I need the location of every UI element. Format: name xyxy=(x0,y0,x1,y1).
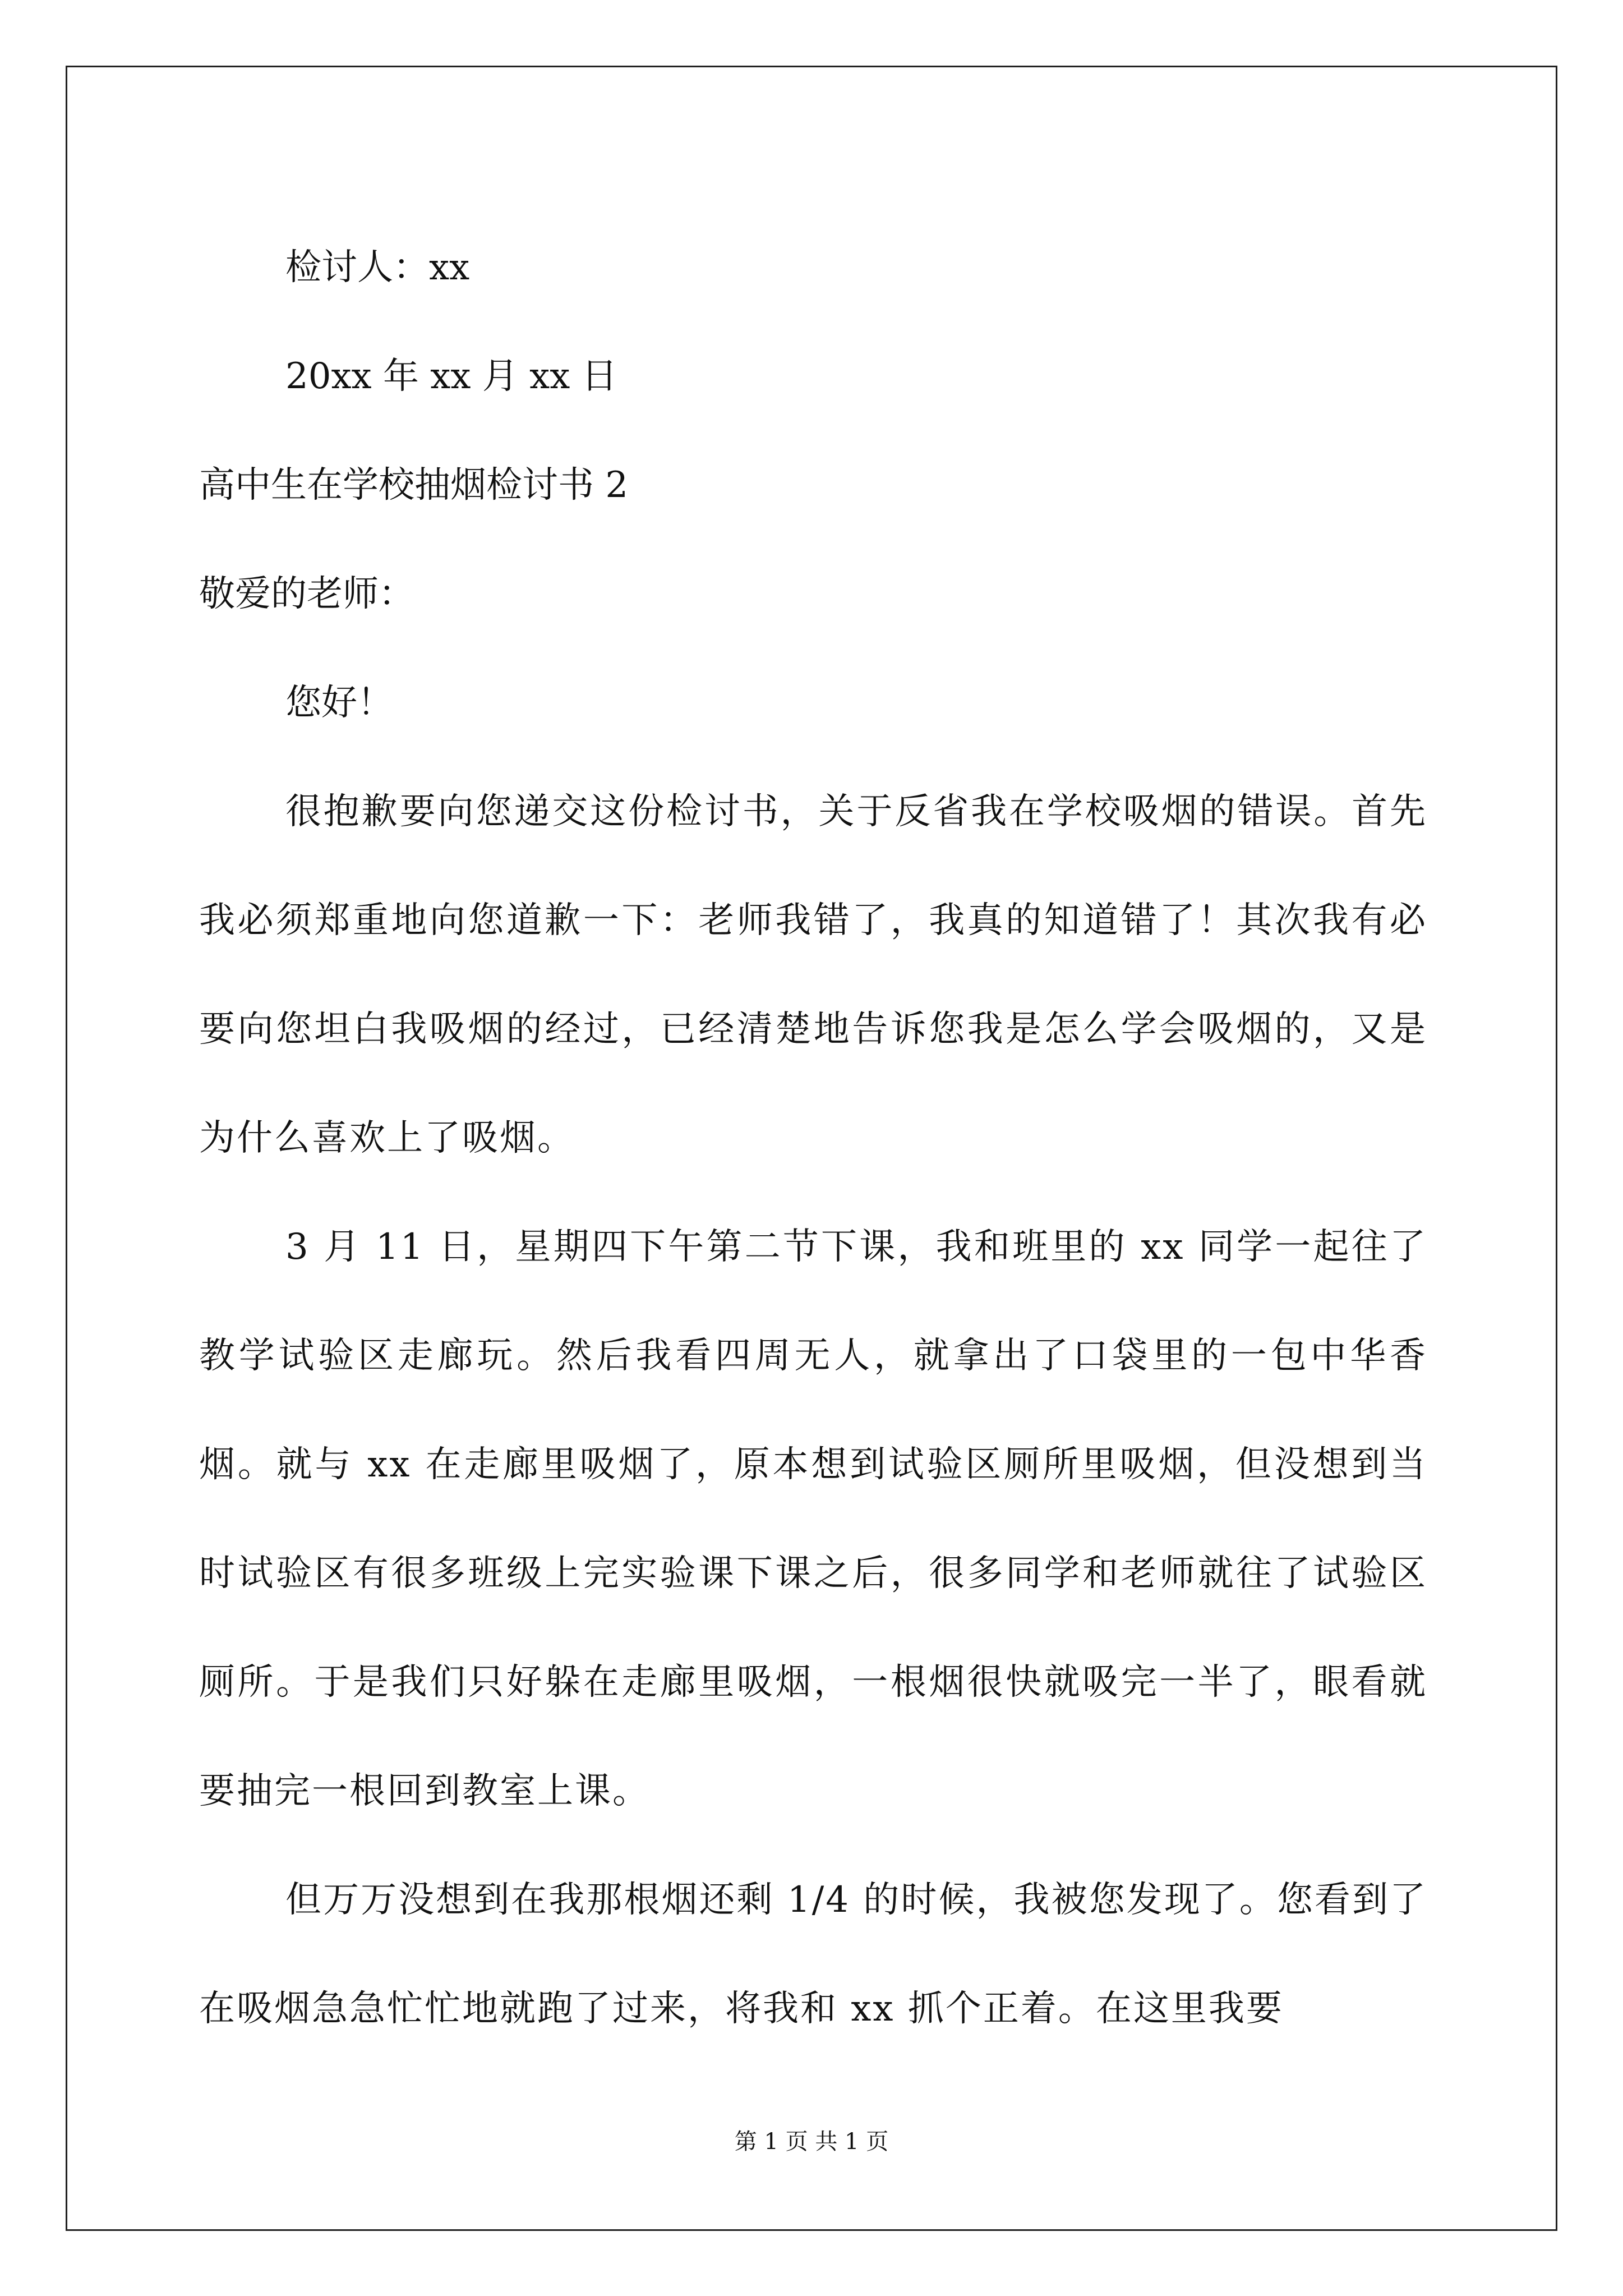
document-body xyxy=(199,213,1427,2063)
greeting: 您好！ xyxy=(285,682,393,724)
salutation: 敬爱的老师： xyxy=(199,573,414,615)
date-line: 20xx 年 xx 月 xx 日 xyxy=(285,356,617,397)
paragraph: 但万万没想到在我那根烟还剩 1/4 的时候，我被您发现了。您看到了在吸烟急急忙忙地就跑了过来，将我和 xx 抓个正着。在这里我要 xyxy=(199,1879,1427,2030)
document-title: 高中生在学校抽烟检讨书 2 xyxy=(199,464,629,506)
signature-label: 检讨人：xx xyxy=(285,247,470,288)
page-footer: 第 1 页 共 1 页 xyxy=(734,2129,889,2155)
paragraph: 3 月 11 日，星期四下午第二节下课，我和班里的 xx 同学一起往了教学试验区走廊玩。然后我看四周无人，就拿出了口袋里的一包中华香烟。就与 xx 在走廊里吸烟了，原本想到试验区厕所里吸烟，但没想到当时试验区有很多班级上完实验课下课之后，很多同学和老师就往了试验区厕所。于是我们只好躲在走廊里吸烟，一根烟很快就吸完一半了，眼看就要抽完一根回到教室上课。 xyxy=(199,1226,1427,1812)
paragraph: 很抱歉要向您递交这份检讨书，关于反省我在学校吸烟的错误。首先我必须郑重地向您道歉一下：老师我错了，我真的知道错了！其次我有必要向您坦白我吸烟的经过，已经清楚地告诉您我是怎么学会吸烟的，又是为什么喜欢上了吸烟。 xyxy=(199,791,1427,1159)
